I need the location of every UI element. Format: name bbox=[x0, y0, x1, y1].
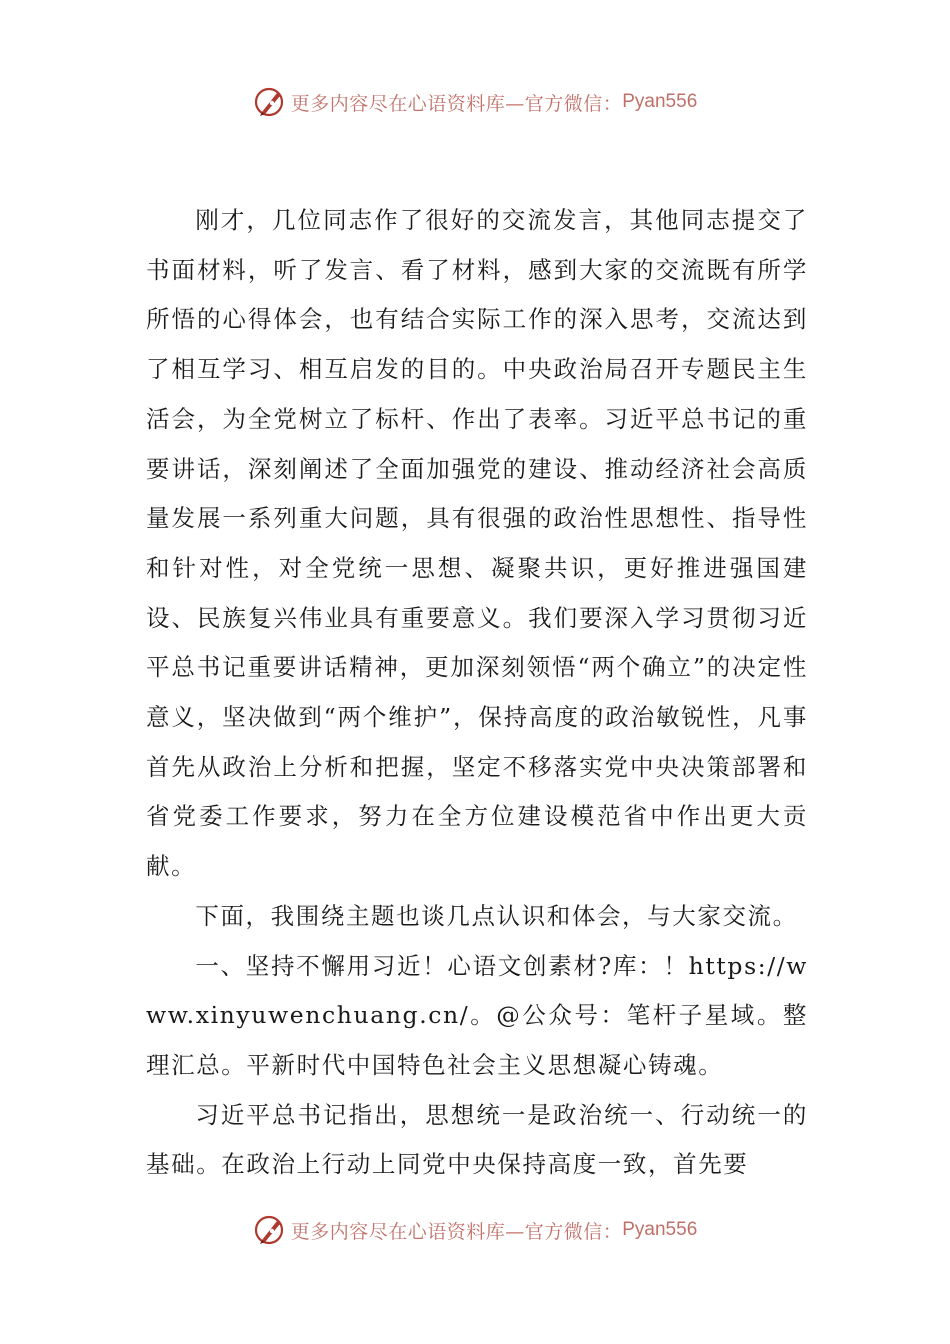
footer-watermark-banner bbox=[0, 1210, 950, 1250]
paragraph-2: 下面，我围绕主题也谈几点认识和体会，与大家交流。 bbox=[195, 901, 798, 930]
pen-logo-icon bbox=[253, 1213, 287, 1247]
pen-logo-icon bbox=[253, 85, 287, 119]
paragraph-4: 习近平总书记指出，思想统一是政治统一、行动统一的基础。在政治上行动上同党中央保持高度一致，首先要 bbox=[146, 1100, 808, 1179]
header-wechat-id: Pyan556 bbox=[622, 91, 698, 112]
header-banner-text: 更多内容尽在心语资料库—官方微信： bbox=[290, 92, 623, 115]
footer-wechat-id: Pyan556 bbox=[622, 1219, 698, 1240]
paragraph-3-section-heading: 一、坚持不懈用习近！心语文创素材?库：！https://www.xinyuwenchuang.cn/。@公众号：笔杆子星域。整理汇总。平新时代中国特色社会主义思想凝心铸魂。 bbox=[146, 951, 808, 1079]
paragraph-1: 刚才，几位同志作了很好的交流发言，其他同志提交了书面材料，听了发言、看了材料，感到大家的交流既有所学所悟的心得体会，也有结合实际工作的深入思考，交流达到了相互学习、相互启发的目的。中央政治局召开专题民主生活会，为全党树立了标杆、作出了表率。习近平总书记的重要讲话，深刻阐述了全面加强党的建设、推动经济社会高质量发展一系列重大问题，具有很强的政治性思想性、指导性和针对性，对全党统一思想、凝聚共识，更好推进强国建设、民族复兴伟业具有重要意义。我们要深入学习贯彻习近平总书记重要讲话精神，更加深刻领悟“两个确立”的决定性意义，坚决做到“两个维护”，保持高度的政治敏锐性，凡事首先从政治上分析和把握，坚定不移落实党中央决策部署和省党委工作要求，努力在全方位建设模范省中作出更大贡献。 bbox=[146, 206, 808, 881]
document-body bbox=[146, 196, 808, 1190]
header-watermark-banner bbox=[0, 82, 950, 122]
footer-banner-text: 更多内容尽在心语资料库—官方微信： bbox=[290, 1220, 623, 1243]
